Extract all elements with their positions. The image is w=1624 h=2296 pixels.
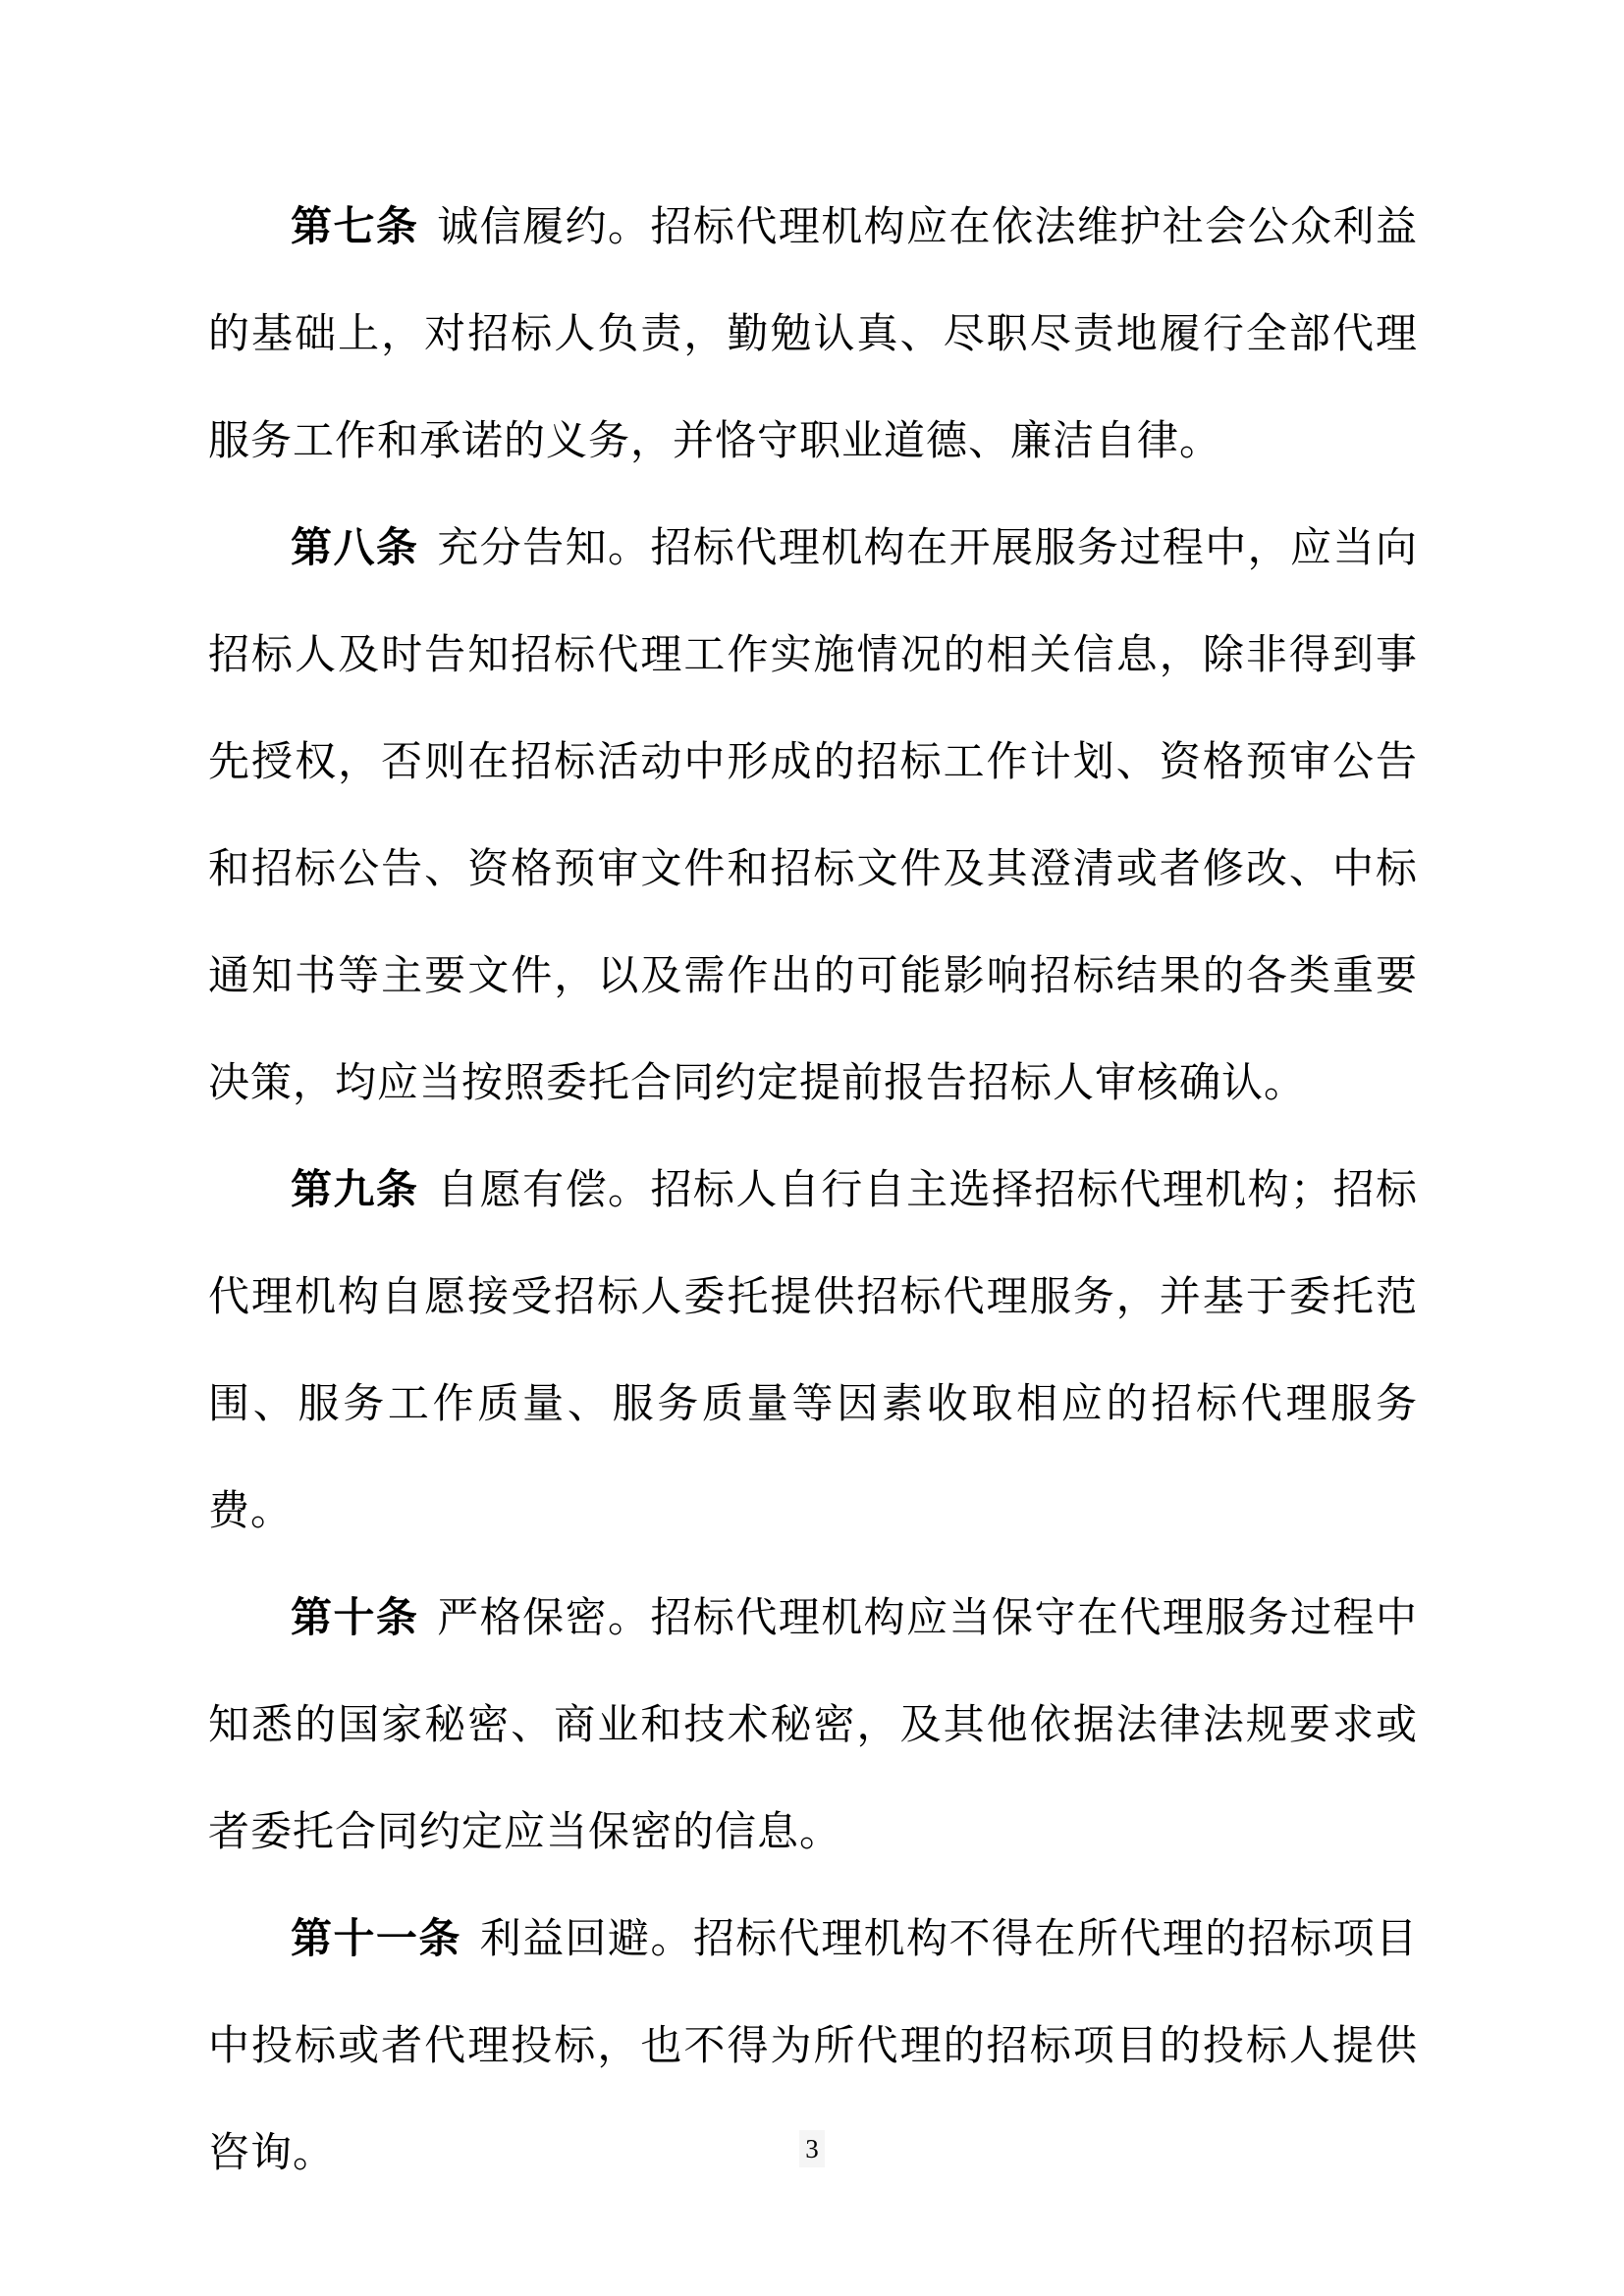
article-10-body: 严格保密。招标代理机构应当保守在代理服务过程中知悉的国家秘密、商业和技术秘密，及其他依据法律法规要求或者委托合同约定应当保密的信息。 (208, 1594, 1418, 1854)
article-8-body: 充分告知。招标代理机构在开展服务过程中，应当向招标人及时告知招标代理工作实施情况的相关信息，除非得到事先授权，否则在招标活动中形成的招标工作计划、资格预审公告和招标公告、资格预审文件和招标文件及其澄清或者修改、中标通知书等主要文件，以及需作出的可能影响招标结果的各类重要决策，均应当按照委托合同约定提前报告招标人审核确认。 (208, 524, 1418, 1105)
article-11-heading: 第十一条 (291, 1915, 461, 1961)
article-7-heading: 第七条 (291, 203, 419, 249)
text-block (208, 173, 1418, 2206)
article-8-heading: 第八条 (291, 524, 419, 570)
page-number: 3 (799, 2130, 825, 2167)
article-9-body: 自愿有偿。招标人自行自主选择招标代理机构；招标代理机构自愿接受招标人委托提供招标代理服务，并基于委托范围、服务工作质量、服务质量等因素收取相应的招标代理服务费。 (208, 1166, 1418, 1533)
article-11-body: 利益回避。招标代理机构不得在所代理的招标项目中投标或者代理投标，也不得为所代理的招标项目的投标人提供咨询。 (208, 1915, 1418, 2175)
article-8 (208, 494, 1418, 1136)
article-9-heading: 第九条 (291, 1166, 419, 1212)
article-7-body: 诚信履约。招标代理机构应在依法维护社会公众利益的基础上，对招标人负责，勤勉认真、尽职尽责地履行全部代理服务工作和承诺的义务，并恪守职业道德、廉洁自律。 (208, 203, 1418, 463)
page-footer (0, 2130, 1624, 2167)
article-10-heading: 第十条 (291, 1594, 419, 1640)
article-10 (208, 1564, 1418, 1885)
article-7 (208, 173, 1418, 494)
article-9 (208, 1136, 1418, 1564)
